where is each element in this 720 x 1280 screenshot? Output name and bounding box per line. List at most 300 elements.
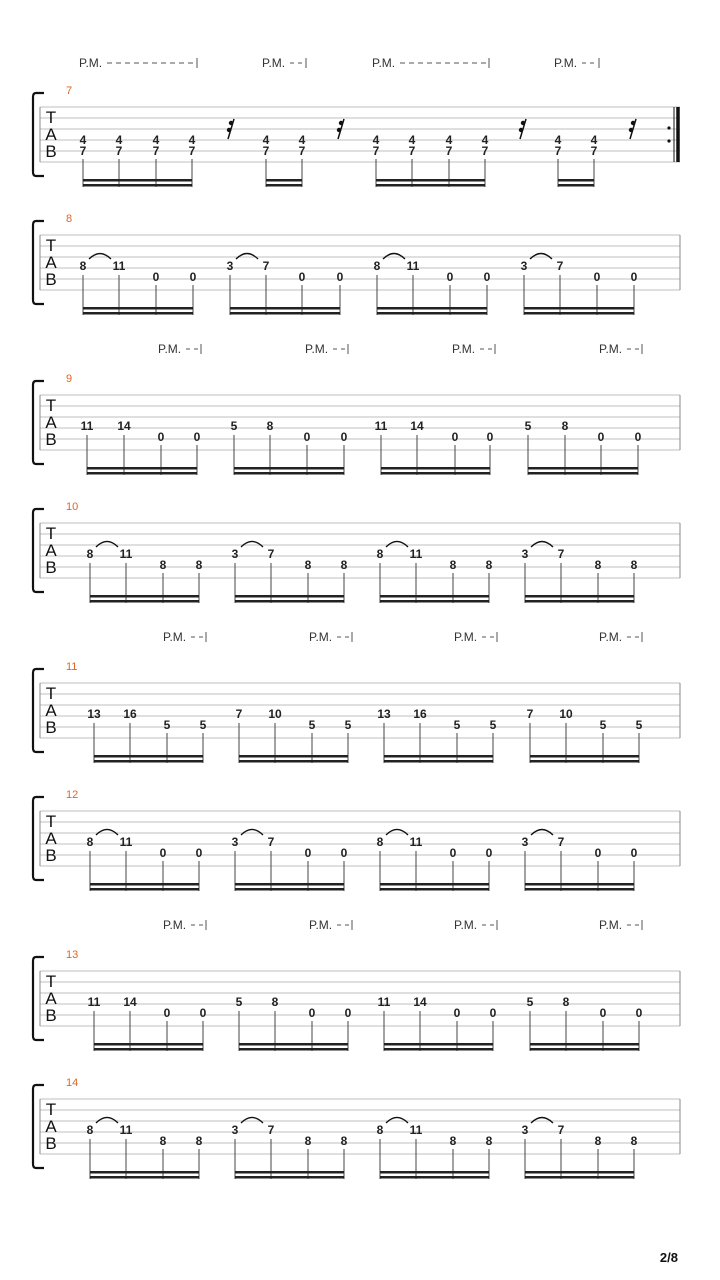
tab-clef-a: A — [45, 253, 57, 272]
tab-clef-t: T — [45, 108, 57, 127]
tab-system-bar-7 — [33, 56, 680, 187]
note-group — [377, 1118, 493, 1180]
beam-2 — [530, 760, 639, 763]
beam-2 — [525, 888, 634, 891]
note-group — [378, 995, 497, 1051]
fret-number: 8 — [159, 558, 167, 572]
beam-1 — [377, 307, 487, 310]
note-group — [87, 707, 206, 763]
beam-2 — [380, 600, 489, 603]
fret-number: 13 — [87, 707, 101, 721]
palm-mute-marker — [599, 342, 642, 356]
palm-mute-label: P.M. — [163, 918, 187, 932]
note-group — [525, 419, 642, 475]
palm-mute-label: P.M. — [372, 56, 396, 70]
fret-number: 8 — [594, 558, 602, 572]
note-group — [377, 542, 493, 604]
fret-number: 8 — [630, 558, 638, 572]
fret-number: 8 — [594, 1134, 602, 1148]
beam-1 — [239, 755, 348, 758]
beam-1 — [87, 467, 197, 470]
fret-number: 3 — [521, 1123, 529, 1137]
palm-mute-label: P.M. — [309, 630, 333, 644]
fret-number: 8 — [376, 1123, 384, 1137]
beam-2 — [384, 760, 493, 763]
tab-clef-t: T — [45, 1100, 57, 1119]
fret-number: 0 — [594, 846, 602, 860]
page-number: 2/8 — [659, 1250, 678, 1265]
beam-2 — [235, 888, 344, 891]
tab-clef-b: B — [45, 846, 57, 865]
slur-arc — [386, 1118, 408, 1124]
fret-number: 3 — [521, 835, 529, 849]
fret-number: 7 — [556, 259, 564, 273]
fret-number: 8 — [376, 835, 384, 849]
fret-number: 13 — [377, 707, 391, 721]
palm-mute-marker — [262, 56, 306, 70]
fret-number: 3 — [231, 835, 239, 849]
slur-arc — [531, 1118, 553, 1124]
beam-1 — [380, 595, 489, 598]
fret-number: 0 — [336, 270, 344, 284]
fret-number: 8 — [630, 1134, 638, 1148]
fret-number: 8 — [373, 259, 381, 273]
fret-number: 0 — [340, 846, 348, 860]
beam-2 — [239, 760, 348, 763]
note-group — [232, 1118, 348, 1180]
tab-system-bar-14 — [33, 1077, 680, 1179]
fret-number: 8 — [86, 1123, 94, 1137]
fret-number: 7 — [79, 144, 87, 158]
slur-arc — [89, 254, 111, 260]
fret-number: 0 — [489, 1006, 497, 1020]
fret-number: 7 — [554, 144, 562, 158]
fret-number: 11 — [409, 835, 423, 849]
palm-mute-label: P.M. — [158, 342, 182, 356]
fret-number: 11 — [80, 419, 94, 433]
palm-mute-marker — [163, 630, 206, 644]
tab-clef-b: B — [45, 1134, 57, 1153]
fret-number: 8 — [449, 558, 457, 572]
tab-clef-t: T — [45, 812, 57, 831]
tab-clef-t: T — [45, 396, 57, 415]
fret-number: 11 — [377, 995, 391, 1009]
fret-number: 8 — [376, 547, 384, 561]
bar-number: 9 — [66, 373, 73, 385]
fret-number: 7 — [590, 144, 598, 158]
note-group — [232, 542, 348, 604]
tab-clef-b: B — [45, 558, 57, 577]
beam-2 — [90, 1176, 199, 1179]
fret-number: 4 — [188, 133, 196, 147]
fret-number: 0 — [634, 430, 642, 444]
note-group — [227, 254, 344, 316]
fret-number: 4 — [590, 133, 598, 147]
system-bracket — [33, 381, 44, 464]
beam-1 — [94, 755, 203, 758]
palm-mute-marker — [372, 56, 489, 70]
fret-number: 0 — [344, 1006, 352, 1020]
fret-number: 5 — [163, 718, 171, 732]
palm-mute-marker — [454, 630, 497, 644]
fret-number: 8 — [304, 1134, 312, 1148]
fret-number: 14 — [410, 419, 424, 433]
fret-number: 5 — [526, 995, 534, 1009]
palm-mute-label: P.M. — [554, 56, 578, 70]
fret-number: 8 — [271, 995, 279, 1009]
fret-number: 4 — [408, 133, 416, 147]
rest-flag — [519, 128, 523, 132]
beam-2 — [90, 888, 199, 891]
fret-number: 11 — [374, 419, 388, 433]
rest-flag — [339, 121, 343, 125]
fret-number: 8 — [79, 259, 87, 273]
tab-clef-a: A — [45, 413, 57, 432]
beam-2 — [377, 312, 487, 315]
fret-number: 8 — [159, 1134, 167, 1148]
tab-clef-a: A — [45, 701, 57, 720]
fret-number: 4 — [79, 133, 87, 147]
beam-1 — [384, 1043, 493, 1046]
fret-number: 7 — [188, 144, 196, 158]
fret-number: 8 — [266, 419, 274, 433]
fret-number: 3 — [521, 547, 529, 561]
tab-system-bar-12 — [33, 789, 680, 891]
beam-1 — [381, 467, 490, 470]
tab-clef-a: A — [45, 125, 57, 144]
beam-2 — [525, 1176, 634, 1179]
fret-number: 3 — [231, 547, 239, 561]
tab-clef — [45, 684, 57, 737]
fret-number: 0 — [451, 430, 459, 444]
fret-number: 0 — [593, 270, 601, 284]
tab-system-bar-9 — [33, 342, 680, 475]
fret-number: 0 — [599, 1006, 607, 1020]
note-group — [522, 542, 638, 604]
fret-number: 0 — [159, 846, 167, 860]
fret-number: 0 — [446, 270, 454, 284]
beam-1 — [530, 1043, 639, 1046]
note-group — [88, 995, 207, 1051]
fret-number: 0 — [193, 430, 201, 444]
palm-mute-label: P.M. — [79, 56, 103, 70]
slur-arc — [531, 830, 553, 836]
beam-2 — [234, 472, 344, 475]
fret-number: 8 — [340, 558, 348, 572]
tab-clef-b: B — [45, 270, 57, 289]
beam-2 — [230, 312, 340, 315]
note-group — [81, 419, 201, 475]
fret-number: 5 — [489, 718, 497, 732]
fret-number: 0 — [340, 430, 348, 444]
fret-number: 0 — [483, 270, 491, 284]
note-group — [236, 707, 352, 763]
note-group — [87, 542, 203, 604]
note-group — [231, 419, 348, 475]
fret-number: 11 — [87, 995, 101, 1009]
tab-clef-a: A — [45, 1117, 57, 1136]
beam-1 — [94, 1043, 203, 1046]
fret-number: 8 — [485, 1134, 493, 1148]
fret-number: 4 — [298, 133, 306, 147]
palm-mute-marker — [454, 918, 497, 932]
tab-clef — [45, 108, 57, 161]
beam-1 — [90, 595, 199, 598]
fret-number: 0 — [630, 846, 638, 860]
bar-number: 12 — [66, 789, 79, 801]
slur-arc — [531, 542, 553, 548]
rest-flag — [631, 121, 635, 125]
fret-number: 7 — [262, 259, 270, 273]
beam-2 — [528, 472, 638, 475]
system-bracket — [33, 957, 44, 1040]
beam-2 — [380, 1176, 489, 1179]
fret-number: 5 — [453, 718, 461, 732]
fret-number: 0 — [157, 430, 165, 444]
fret-number: 8 — [562, 995, 570, 1009]
fret-number: 3 — [226, 259, 234, 273]
note-group — [377, 707, 496, 763]
fret-number: 4 — [554, 133, 562, 147]
fret-number: 0 — [485, 846, 493, 860]
palm-mute-marker — [452, 342, 495, 356]
fret-number: 7 — [557, 835, 565, 849]
tab-clef — [45, 1100, 57, 1153]
fret-number: 4 — [115, 133, 123, 147]
fret-number: 7 — [372, 144, 380, 158]
beam-2 — [525, 600, 634, 603]
fret-number: 5 — [308, 718, 316, 732]
fret-number: 16 — [123, 707, 137, 721]
note-group — [377, 830, 493, 892]
fret-number: 11 — [119, 1123, 133, 1137]
slur-arc — [96, 830, 118, 836]
palm-mute-label: P.M. — [454, 918, 478, 932]
beam-2 — [381, 472, 490, 475]
fret-number: 11 — [409, 1123, 423, 1137]
fret-number: 5 — [635, 718, 643, 732]
tab-system-bar-13 — [33, 918, 680, 1051]
beam-1 — [525, 595, 634, 598]
note-group — [236, 995, 352, 1051]
fret-number: 0 — [163, 1006, 171, 1020]
beam-1 — [530, 755, 639, 758]
fret-number: 4 — [445, 133, 453, 147]
beam-2 — [384, 1048, 493, 1051]
fret-number: 5 — [599, 718, 607, 732]
tab-clef-t: T — [45, 236, 57, 255]
beam-2 — [87, 472, 197, 475]
fret-number: 8 — [86, 835, 94, 849]
fret-number: 8 — [561, 419, 569, 433]
beam-2 — [83, 184, 192, 187]
note-group — [87, 1118, 203, 1180]
fret-number: 10 — [268, 707, 282, 721]
fret-number: 11 — [119, 835, 133, 849]
fret-number: 7 — [481, 144, 489, 158]
beam-2 — [380, 888, 489, 891]
palm-mute-marker — [599, 918, 642, 932]
fret-number: 0 — [630, 270, 638, 284]
tab-clef-a: A — [45, 541, 57, 560]
beam-2 — [266, 184, 302, 187]
note-group — [521, 254, 638, 316]
beam-1 — [380, 883, 489, 886]
fret-number: 0 — [189, 270, 197, 284]
fret-number: 11 — [406, 259, 420, 273]
fret-number: 11 — [112, 259, 126, 273]
fret-number: 7 — [445, 144, 453, 158]
slur-arc — [96, 1118, 118, 1124]
rest-flag — [629, 128, 633, 132]
system-bracket — [33, 797, 44, 880]
note-group — [80, 254, 197, 316]
bar-number: 7 — [66, 85, 73, 97]
tab-clef-t: T — [45, 684, 57, 703]
fret-number: 0 — [303, 430, 311, 444]
beam-2 — [235, 600, 344, 603]
fret-number: 14 — [123, 995, 137, 1009]
note-group — [522, 1118, 638, 1180]
tab-clef — [45, 972, 57, 1025]
fret-number: 4 — [152, 133, 160, 147]
slur-arc — [236, 254, 258, 260]
beam-1 — [90, 1171, 199, 1174]
fret-number: 4 — [481, 133, 489, 147]
beam-1 — [234, 467, 344, 470]
palm-mute-marker — [309, 630, 352, 644]
fret-number: 14 — [413, 995, 427, 1009]
fret-number: 0 — [449, 846, 457, 860]
palm-mute-label: P.M. — [599, 918, 623, 932]
bar-number: 13 — [66, 949, 79, 961]
note-group — [87, 830, 203, 892]
slur-arc — [96, 542, 118, 548]
bar-number: 14 — [66, 1077, 79, 1089]
beam-2 — [83, 312, 193, 315]
tab-clef-b: B — [45, 142, 57, 161]
fret-number: 4 — [372, 133, 380, 147]
slur-arc — [530, 254, 552, 260]
fret-number: 7 — [115, 144, 123, 158]
beam-1 — [90, 883, 199, 886]
palm-mute-label: P.M. — [262, 56, 286, 70]
fret-number: 5 — [524, 419, 532, 433]
repeat-dot — [667, 126, 670, 129]
tab-clef — [45, 812, 57, 865]
fret-number: 8 — [304, 558, 312, 572]
palm-mute-marker — [599, 630, 642, 644]
beam-1 — [266, 179, 302, 182]
palm-mute-marker — [79, 56, 197, 70]
beam-2 — [376, 184, 485, 187]
rest-flag — [227, 128, 231, 132]
slur-arc — [241, 1118, 263, 1124]
tab-clef-t: T — [45, 524, 57, 543]
fret-number: 7 — [298, 144, 306, 158]
palm-mute-label: P.M. — [454, 630, 478, 644]
note-group — [232, 830, 348, 892]
bar-number: 11 — [66, 661, 78, 673]
beam-1 — [83, 179, 192, 182]
palm-mute-label: P.M. — [305, 342, 329, 356]
system-bracket — [33, 669, 44, 752]
beam-1 — [230, 307, 340, 310]
tab-clef-b: B — [45, 1006, 57, 1025]
slur-arc — [383, 254, 405, 260]
fret-number: 5 — [199, 718, 207, 732]
rest-flag — [521, 121, 525, 125]
fret-number: 5 — [344, 718, 352, 732]
fret-number: 7 — [557, 1123, 565, 1137]
note-group — [374, 254, 491, 316]
tab-system-bar-11 — [33, 630, 680, 763]
fret-number: 7 — [526, 707, 534, 721]
fret-number: 3 — [231, 1123, 239, 1137]
beam-1 — [235, 883, 344, 886]
tab-clef — [45, 524, 57, 577]
fret-number: 0 — [304, 846, 312, 860]
beam-2 — [239, 1048, 348, 1051]
fret-number: 0 — [597, 430, 605, 444]
fret-number: 7 — [262, 144, 270, 158]
fret-number: 0 — [486, 430, 494, 444]
beam-2 — [90, 600, 199, 603]
system-bracket — [33, 1085, 44, 1168]
beam-2 — [524, 312, 634, 315]
beam-1 — [235, 1171, 344, 1174]
fret-number: 8 — [485, 558, 493, 572]
palm-mute-label: P.M. — [599, 630, 623, 644]
fret-number: 8 — [86, 547, 94, 561]
palm-mute-label: P.M. — [452, 342, 476, 356]
fret-number: 0 — [298, 270, 306, 284]
repeat-dot — [667, 139, 670, 142]
fret-number: 0 — [635, 1006, 643, 1020]
tab-system-bar-10 — [33, 501, 680, 603]
fret-number: 7 — [152, 144, 160, 158]
beam-2 — [558, 184, 594, 187]
note-group — [527, 995, 643, 1051]
fret-number: 5 — [230, 419, 238, 433]
tab-clef-b: B — [45, 718, 57, 737]
tab-clef-a: A — [45, 989, 57, 1008]
fret-number: 11 — [409, 547, 423, 561]
fret-number: 7 — [267, 547, 275, 561]
beam-1 — [528, 467, 638, 470]
slur-arc — [241, 542, 263, 548]
bar-number: 8 — [66, 213, 73, 225]
fret-number: 7 — [557, 547, 565, 561]
fret-number: 7 — [408, 144, 416, 158]
fret-number: 3 — [520, 259, 528, 273]
fret-number: 0 — [453, 1006, 461, 1020]
fret-number: 7 — [267, 1123, 275, 1137]
beam-2 — [94, 1048, 203, 1051]
slur-arc — [386, 542, 408, 548]
note-group — [375, 419, 494, 475]
fret-number: 10 — [559, 707, 573, 721]
note-group — [527, 707, 643, 763]
fret-number: 7 — [267, 835, 275, 849]
fret-number: 8 — [195, 558, 203, 572]
fret-number: 16 — [413, 707, 427, 721]
note-group — [522, 830, 638, 892]
beam-1 — [239, 1043, 348, 1046]
tab-clef — [45, 396, 57, 449]
beam-1 — [384, 755, 493, 758]
palm-mute-label: P.M. — [599, 342, 623, 356]
